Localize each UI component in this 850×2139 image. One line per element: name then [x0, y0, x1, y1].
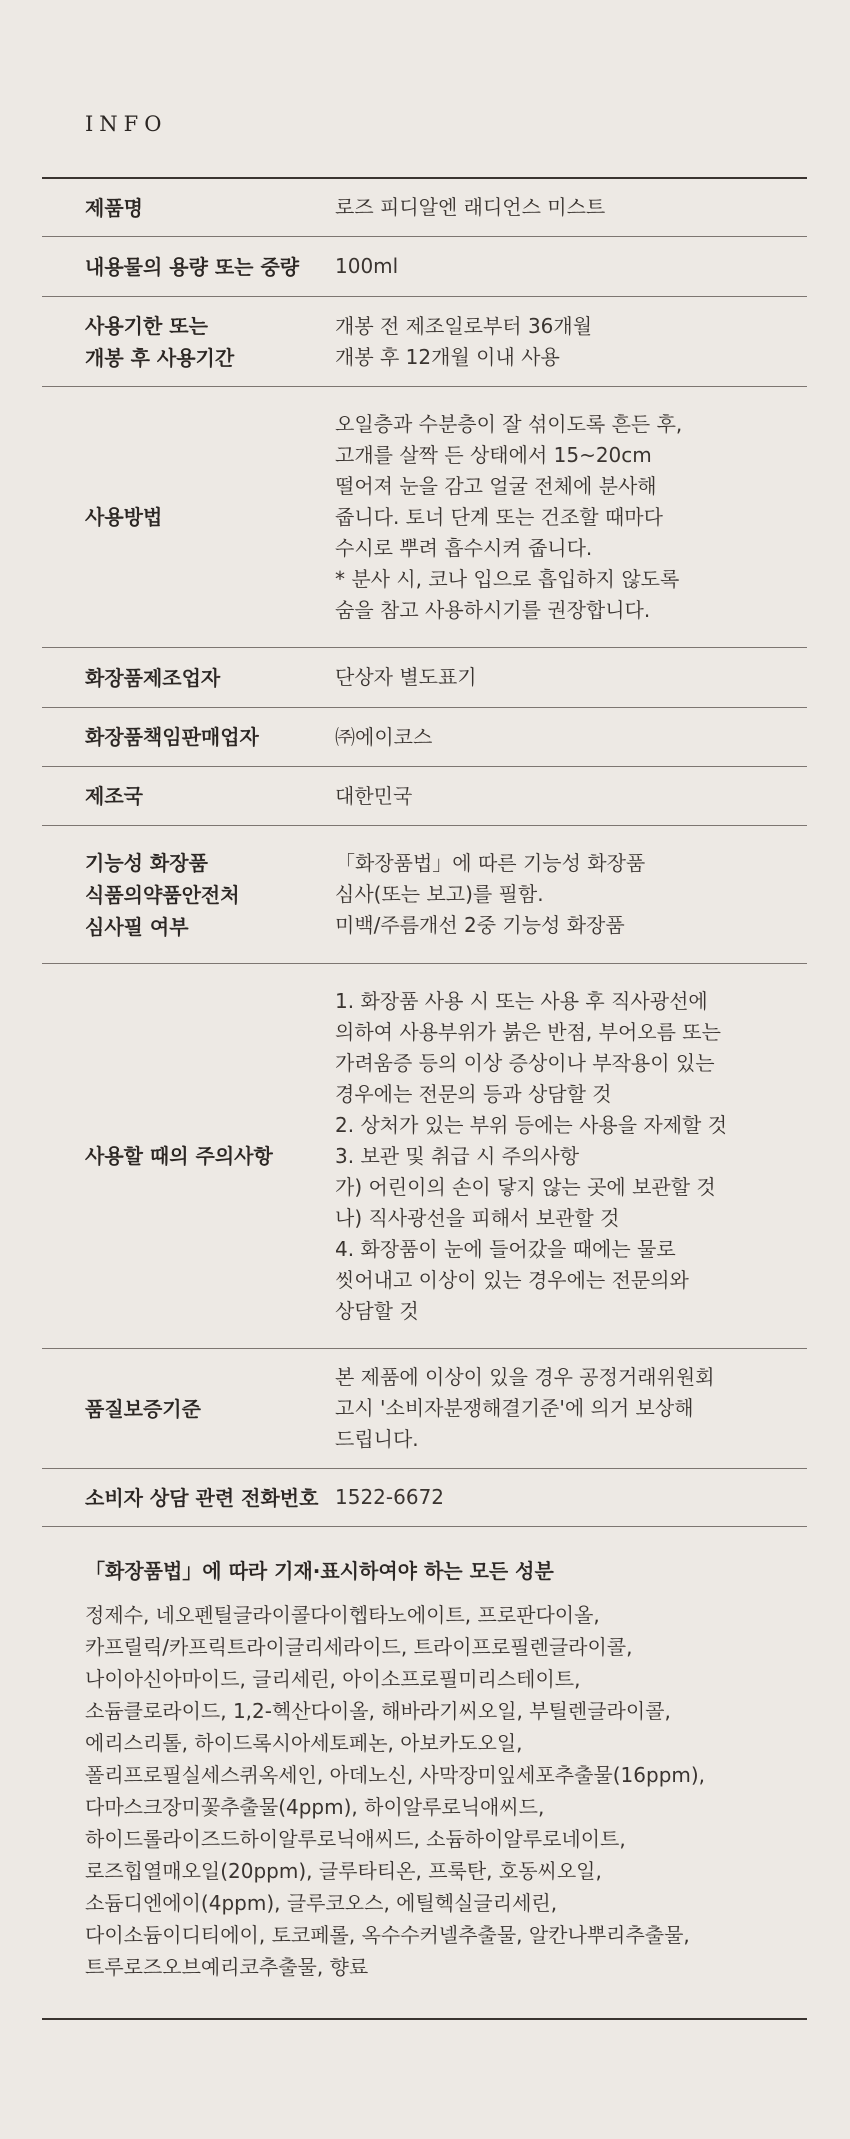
row-value: 단상자 별도표기: [335, 665, 477, 689]
row-label: 내용물의 용량 또는 중량: [85, 254, 300, 279]
bottom-divider: [42, 2018, 807, 2020]
table-row: [42, 708, 807, 767]
row-label: 소비자 상담 관련 전화번호: [85, 1485, 319, 1510]
row-value: ㈜에이코스: [335, 724, 433, 749]
row-label: 제품명: [85, 195, 143, 220]
row-value: 100ml: [335, 254, 399, 278]
row-value: 개봉 전 제조일로부터 36개월 개봉 후 12개월 이내 사용: [335, 313, 593, 369]
table-row: [42, 767, 807, 826]
table-row: [42, 964, 807, 1349]
row-label: 사용할 때의 주의사항: [85, 1144, 273, 1168]
table-row: [42, 648, 807, 708]
ingredients-section: [85, 1555, 805, 1983]
table-row: [42, 1349, 807, 1469]
row-value: 로즈 피디알엔 래디언스 미스트: [335, 195, 606, 219]
table-row: [42, 826, 807, 964]
row-value: 「화장품법」에 따른 기능성 화장품 심사(또는 보고)를 필함. 미백/주름개선 2중 기능성 화장품: [335, 851, 646, 937]
info-table: [42, 177, 807, 1527]
section-heading: INFO: [85, 112, 168, 136]
row-value: 오일층과 수분층이 잘 섞이도록 흔든 후, 고개를 살짝 든 상태에서 15~20cm 떨어져 눈을 감고 얼굴 전체에 분사해 줍니다. 토너 단계 또는 건조할 때마다 수시로 뿌려 흡수시켜 줍니다. * 분사 시, 코나 입으로 흡입하지 않도록 숨을 참고 사용하시기를 권장합니다.: [335, 411, 683, 622]
row-value: 대한민국: [335, 783, 413, 808]
ingredients-title: 「화장품법」에 따라 기재·표시하여야 하는 모든 성분: [85, 1559, 554, 1583]
row-value: 본 제품에 이상이 있을 경우 공정거래위원회 고시 '소비자분쟁해결기준'에 의거 보상해 드립니다.: [335, 1365, 715, 1451]
row-label: 기능성 화장품 식품의약품안전처 심사필 여부: [85, 850, 240, 939]
row-label: 품질보증기준: [85, 1396, 201, 1421]
table-row: [42, 297, 807, 387]
ingredients-list: 정제수, 네오펜틸글라이콜다이헵타노에이트, 프로판다이올, 카프릴릭/카프릭트라이글리세라이드, 트라이프로필렌글라이콜, 나이아신아마이드, 글리세린, 아이소프로필미리스테이트, 소듐클로라이드, 1,2-헥산다이올, 해바라기씨오일, 부틸렌글라이콜, 에리스리톨, 하이드록시아세토페논, 아보카도오일, 폴리프로필실세스퀴옥세인, 아데노신, 사막장미잎세포추출물(16ppm), 다마스크장미꽃추출물(4ppm), 하이알루로닉애씨드, 하이드롤라이즈드하이알루로닉애씨드, 소듐하이알루로네이트, 로즈힙열매오일(20ppm), 글루타티온, 프룩탄, 호동씨오일, 소듐디엔에이(4ppm), 글루코오스, 에틸헥실글리세린, 다이소듐이디티에이, 토코페롤, 옥수수커넬추출물, 알칸나뿌리추출물, 트루로즈오브예리코추출물, 향료: [85, 1603, 706, 1979]
row-label: 사용기한 또는 개봉 후 사용기간: [85, 313, 235, 370]
row-label: 화장품제조업자: [85, 665, 221, 690]
row-label: 사용방법: [85, 505, 163, 529]
row-value: 1. 화장품 사용 시 또는 사용 후 직사광선에 의하여 사용부위가 붉은 반점, 부어오름 또는 가려움증 등의 이상 증상이나 부작용이 있는 경우에는 전문의 등과 상담할 것 2. 상처가 있는 부위 등에는 사용을 자제할 것 3. 보관 및 취급 시 주의사항 가) 어린이의 손이 닿지 않는 곳에 보관할 것 나) 직사광선을 피해서 보관할 것 4. 화장품이 눈에 들어갔을 때에는 물로 씻어내고 이상이 있는 경우에는 전문의와 상담할 것: [335, 988, 728, 1323]
table-row: [42, 1469, 807, 1527]
row-label: 제조국: [85, 784, 143, 808]
table-row: [42, 387, 807, 648]
table-row: [42, 179, 807, 237]
table-row: [42, 237, 807, 297]
row-label: 화장품책임판매업자: [85, 725, 259, 749]
row-value: 1522-6672: [335, 1485, 445, 1509]
